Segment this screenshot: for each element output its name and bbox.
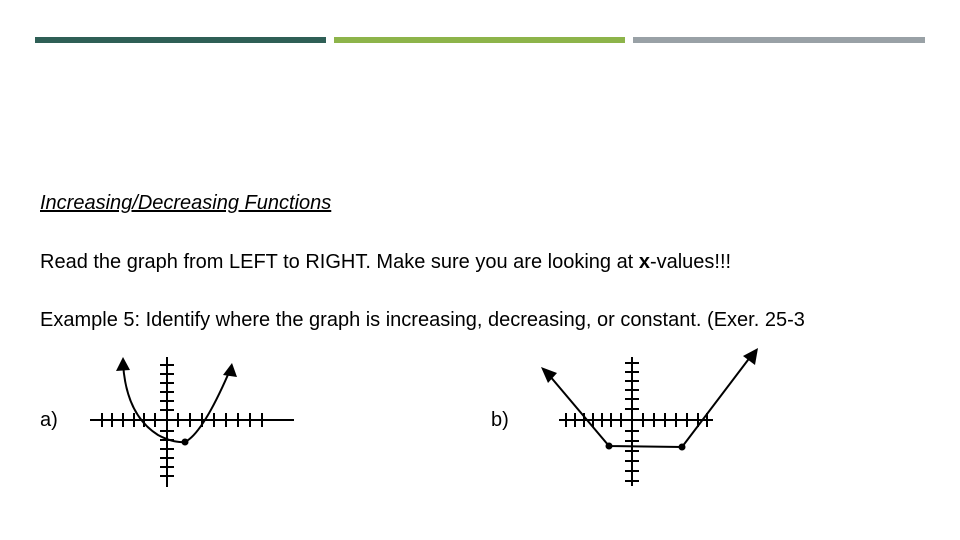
slide-heading: Increasing/Decreasing Functions (40, 192, 332, 214)
graph-a (78, 345, 378, 517)
instruction-text-start: Read the graph from LEFT to RIGHT. Make sure you are looking at (40, 251, 639, 273)
instruction-text-end: -values!!! (649, 251, 732, 273)
graph-a-label: a) (40, 409, 58, 431)
accent-bar-green (334, 37, 625, 43)
accent-bar-gray (633, 37, 925, 43)
example-text: Example 5: Identify where the graph is increasing, decreasing, or constant. (Exer. 25-3 (40, 309, 805, 331)
parabola-graph-icon (78, 345, 378, 517)
instruction-text-bold: x (638, 251, 650, 273)
instruction-text (40, 250, 731, 274)
graph-b (531, 343, 776, 517)
graph-b-label: b) (491, 409, 509, 431)
accent-bar-dark (35, 37, 326, 43)
absolute-value-graph-icon (531, 343, 776, 517)
